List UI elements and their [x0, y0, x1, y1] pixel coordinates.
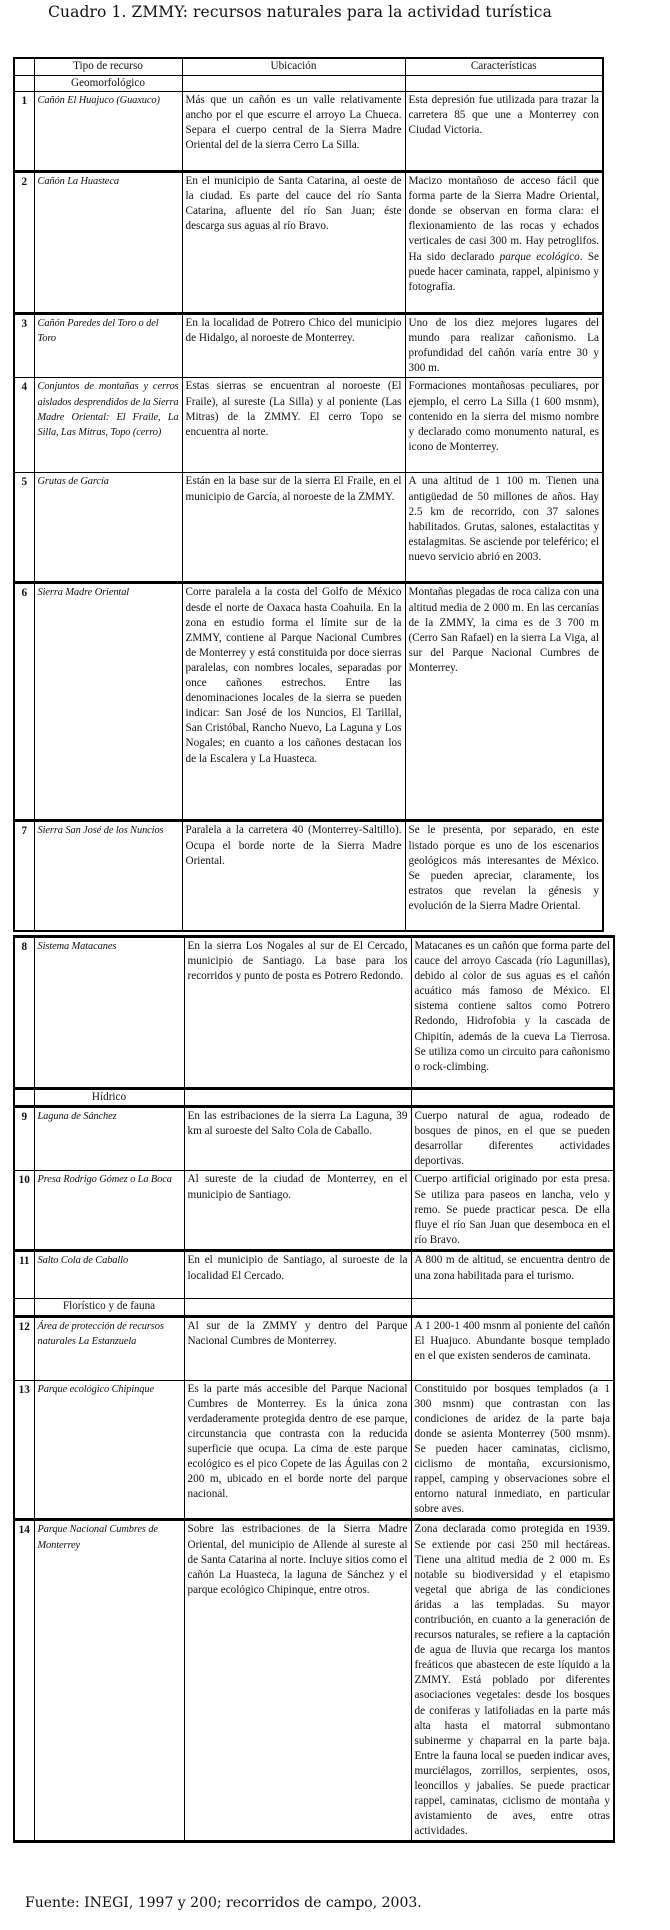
location-cell: Más que un cañón es un valle relativamente ancho por el que escurre el arroyo La Chueca. Separa el cuerpo central de la Sierra Madre Oriental del de la sierra Cerro La Silla.: [182, 92, 405, 172]
category-row-geomorfologico: [14, 76, 603, 92]
header-caracteristicas: Características: [405, 58, 603, 76]
location-cell: Corre paralela a la costa del Golfo de México desde el norte de Oaxaca hasta Coahuila. En la zona en estudio forma el límite sur de la ZMMY, contiene al Parque Nacional Cumbres de Monterrey y está constituida por doce sierras paralelas, con nombres locales, separadas por once cañones estrechos. Entre las denominaciones locales de la sierra se pueden indicar: San José de los Nuncios, El Tarillal, San Cristóbal, Rancho Nuevo, La Laguna y Los Nogales; en cuanto a los cañones destacan los de la Escalera y La Huasteca.: [182, 583, 405, 821]
location-cell: Al sur de la ZMMY y dentro del Parque Nacional Cumbres de Monterrey.: [184, 1316, 411, 1380]
category-empty: [14, 1089, 34, 1107]
row-number: 3: [14, 314, 34, 378]
characteristics-text: Macizo montañoso de acceso fácil que forma parte de la Sierra Madre Oriental, donde se observan en forma clara: el flexionamiento de las rocas y echados verticales de casi 300 m. Hay petroglifos. Ha sido declarado: [408, 175, 599, 263]
row-number: 13: [14, 1380, 34, 1520]
table-row: [14, 314, 603, 378]
table-row: [14, 172, 603, 314]
location-cell: Están en la base sur de la sierra El Fraile, en el municipio de García, al noroeste de la ZMMY.: [182, 473, 405, 583]
row-number: 11: [14, 1251, 34, 1299]
resources-table-part1: [13, 57, 604, 932]
source-note: Fuente: INEGI, 1997 y 200; recorridos de campo, 2003.: [25, 1895, 422, 1911]
category-empty: [184, 1089, 411, 1107]
resource-name: Parque Nacional Cumbres de Monterrey: [34, 1520, 184, 1842]
resource-name: Grutas de García: [34, 473, 182, 583]
characteristics-cell: Matacanes es un cañón que forma parte del cauce del arroyo Cascada (río Lagunillas), debido al color de sus aguas es el cañón acuático más famoso de México. El sistema contiene saltos como Potrero Redondo, Hidrofobia y la cascada de Chipitín, además de la cueva La Tierrosa. Se utiliza como un circuito para cañonismo o rock-climbing.: [411, 937, 614, 1089]
characteristics-cell: A una altitud de 1 100 m. Tienen una antigüedad de 50 millones de años. Hay 2.5 km de recorrido, con 37 salones habilitados. Grutas, salones, estalactitas y estalagmitas. Se asciende por teleférico; el nuevo servicio abrió en 2003.: [405, 473, 603, 583]
resource-name: Salto Cola de Caballo: [34, 1251, 184, 1299]
location-cell: Al sureste de la ciudad de Monterrey, en el municipio de Santiago.: [184, 1171, 411, 1251]
row-number: 7: [14, 821, 34, 931]
characteristics-cell: Montañas plegadas de roca caliza con una altitud media de 2 000 m. En las cercanías de la ZMMY, la cima es de 3 700 m (Cerro San Rafael) en la sierra La Viga, al sur del Parque Nacional Cumbres de Monterrey.: [405, 583, 603, 821]
characteristics-cell: Cuerpo natural de agua, rodeado de bosques de pinos, en el que se pueden desarrollar diferentes actividades deportivas.: [411, 1107, 614, 1171]
location-cell: Es la parte más accesible del Parque Nacional Cumbres de Monterrey. Es la única zona verdaderamente protegida dentro de ese parque, circunstancia que contrasta con la reducida superficie que ocupa. La cima de este parque ecológico es el pico Copete de las Águilas con 2 200 m, ubicado en el borde norte del parque nacional.: [184, 1380, 411, 1520]
category-empty: [411, 1089, 614, 1107]
location-cell: En la sierra Los Nogales al sur de El Cercado, municipio de Santiago. La base para los recorridos y punto de posta es Potrero Redondo.: [184, 937, 411, 1089]
table-row: [14, 473, 603, 583]
table-row: [14, 1107, 614, 1171]
table-row: [14, 1520, 614, 1842]
header-tipo: Tipo de recurso: [34, 58, 182, 76]
table-header-row: [14, 58, 603, 76]
row-number: 10: [14, 1171, 34, 1251]
resource-name: Laguna de Sánchez: [34, 1107, 184, 1171]
category-empty: [14, 76, 34, 92]
table-row: [14, 1380, 614, 1520]
characteristics-emphasis: parque ecológico: [499, 250, 580, 263]
resource-name: Presa Rodrigo Gómez o La Boca: [34, 1171, 184, 1251]
table-row: [14, 1251, 614, 1299]
resource-name: Parque ecológico Chipinque: [34, 1380, 184, 1520]
characteristics-cell: Constituido por bosques templados (a 1 300 msnm) que contrastan con las condiciones de aridez de la parte baja donde se asienta Monterrey (500 msnm). Se pueden hacer caminatas, ciclismo, ciclismo de montaña, excursionismo, rappel, camping y observaciones sobre el entorno natural inmediato, en particular sobre aves.: [411, 1380, 614, 1520]
resources-table-part2: [13, 935, 615, 1843]
category-row-hidrico: [14, 1089, 614, 1107]
row-number: 4: [14, 378, 34, 473]
table-row: [14, 583, 603, 821]
row-number: 2: [14, 172, 34, 314]
category-label: Hídrico: [34, 1089, 184, 1107]
category-empty: [184, 1299, 411, 1316]
resource-name: Cañón La Huasteca: [34, 172, 182, 314]
category-label: Geomorfológico: [34, 76, 182, 92]
resource-name: Sistema Matacanes: [34, 937, 184, 1089]
location-cell: Paralela a la carretera 40 (Monterrey-Saltillo). Ocupa el borde norte de la Sierra Madre Oriental.: [182, 821, 405, 931]
row-number: 1: [14, 92, 34, 172]
location-cell: Estas sierras se encuentran al noroeste (El Fraile), al sureste (La Silla) y al poniente (Las Mitras) de la ZMMY. El cerro Topo se encuentra al norte.: [182, 378, 405, 473]
resource-name: Sierra Madre Oriental: [34, 583, 182, 821]
location-cell: Sobre las estribaciones de la Sierra Madre Oriental, del municipio de Allende al sureste al de Santa Catarina al norte. Incluye sitios como el cañón La Huasteca, la laguna de Sánchez y el parque ecológico Chipinque, entre otros.: [184, 1520, 411, 1842]
table-row: [14, 378, 603, 473]
resource-name: Cañón Paredes del Toro o del Toro: [34, 314, 182, 378]
location-cell: En la localidad de Potrero Chico del municipio de Hidalgo, al noroeste de Monterrey.: [182, 314, 405, 378]
category-empty: [405, 76, 603, 92]
resource-name: Cañón El Huajuco (Guaxuco): [34, 92, 182, 172]
table-caption: [0, 3, 670, 21]
characteristics-cell: Uno de los diez mejores lugares del mundo para realizar cañonismo. La profundidad del cañón varía entre 30 y 300 m.: [405, 314, 603, 378]
table-row: [14, 821, 603, 931]
row-number: 9: [14, 1107, 34, 1171]
characteristics-cell: A 1 200-1 400 msnm al poniente del cañón El Huajuco. Abundante bosque templado en el que existen senderos de caminata.: [411, 1316, 614, 1380]
characteristics-cell: Esta depresión fue utilizada para trazar la carretera 85 que une a Monterrey con Ciudad Victoria.: [405, 92, 603, 172]
header-num: [14, 58, 34, 76]
location-cell: En el municipio de Santa Catarina, al oeste de la ciudad. Es parte del cauce del río Santa Catarina, afluente del río San Juan; éste descarga sus aguas al río Bravo.: [182, 172, 405, 314]
category-empty: [14, 1299, 34, 1316]
resource-name: Conjuntos de montañas y cerros aislados desprendidos de la Sierra Madre Oriental: El Fraile, La Silla, Las Mitras, Topo (cerro): [34, 378, 182, 473]
characteristics-cell: A 800 m de altitud, se encuentra dentro de una zona habilitada para el turismo.: [411, 1251, 614, 1299]
characteristics-cell: Cuerpo artificial originado por esta presa. Se utiliza para paseos en lancha, velo y remo. Se puede practicar pesca. De ella fluye el río San Juan que desemboca en el río Bravo.: [411, 1171, 614, 1251]
row-number: 14: [14, 1520, 34, 1842]
category-label: Florístico y de fauna: [34, 1299, 184, 1316]
row-number: 5: [14, 473, 34, 583]
location-cell: En el municipio de Santiago, al suroeste de la localidad El Cercado.: [184, 1251, 411, 1299]
characteristics-cell: Zona declarada como protegida en 1939. Se extiende por casi 250 mil hectáreas. Tiene una altitud media de 2 000 m. Es notable su biodiversidad y el etapismo vegetal que abriga de las condiciones áridas a las templadas. Su mayor contribución, en cuanto a la generación de recursos naturales, se refiere a la captación de agua de lluvia que recarga los mantos freáticos que abastecen de este líquido a la ZMMY. Está poblado por diferentes asociaciones vegetales: desde los bosques de coniferas y latifoliadas en la parte más alta hasta el matorral submontano subinerme y chaparral en la parte baja. Entre la fauna local se pueden indicar aves, murciélagos, zorrillos, serpientes, osos, leoncillos y jabalíes. Se puede practicar rappel, caminatas, ciclismo de montaña y avistamiento de aves, entre otras actividades.: [411, 1520, 614, 1842]
characteristics-cell: Formaciones montañosas peculiares, por ejemplo, el cerro La Silla (1 600 msnm), contenido en la sierra del mismo nombre y declarado como monumento natural, es icono de Monterrey.: [405, 378, 603, 473]
caption-text: Cuadro 1. ZMMY: recursos naturales para la actividad turística: [48, 3, 552, 21]
resource-name: Sierra San José de los Nuncios: [34, 821, 182, 931]
category-empty: [411, 1299, 614, 1316]
location-cell: En las estribaciones de la sierra La Laguna, 39 km al suroeste del Salto Cola de Caballo.: [184, 1107, 411, 1171]
characteristics-cell: Se le presenta, por separado, en este listado porque es uno de los escenarios geológicos más interesantes de México. Se pueden apreciar, claramente, los estratos que revelan la génesis y evolución de la Sierra Madre Oriental.: [405, 821, 603, 931]
characteristics-text: . Se puede hacer caminata, rappel, alpinismo y fotografía.: [408, 250, 599, 293]
table-row: [14, 1316, 614, 1380]
row-number: 6: [14, 583, 34, 821]
characteristics-cell: [405, 172, 603, 314]
table-row: [14, 1171, 614, 1251]
row-number: 8: [14, 937, 34, 1089]
header-ubicacion: Ubicación: [182, 58, 405, 76]
table-row: [14, 92, 603, 172]
row-number: 12: [14, 1316, 34, 1380]
table-row: [14, 937, 614, 1089]
category-row-floristico: [14, 1299, 614, 1316]
resource-name: Área de protección de recursos naturales La Estanzuela: [34, 1316, 184, 1380]
category-empty: [182, 76, 405, 92]
